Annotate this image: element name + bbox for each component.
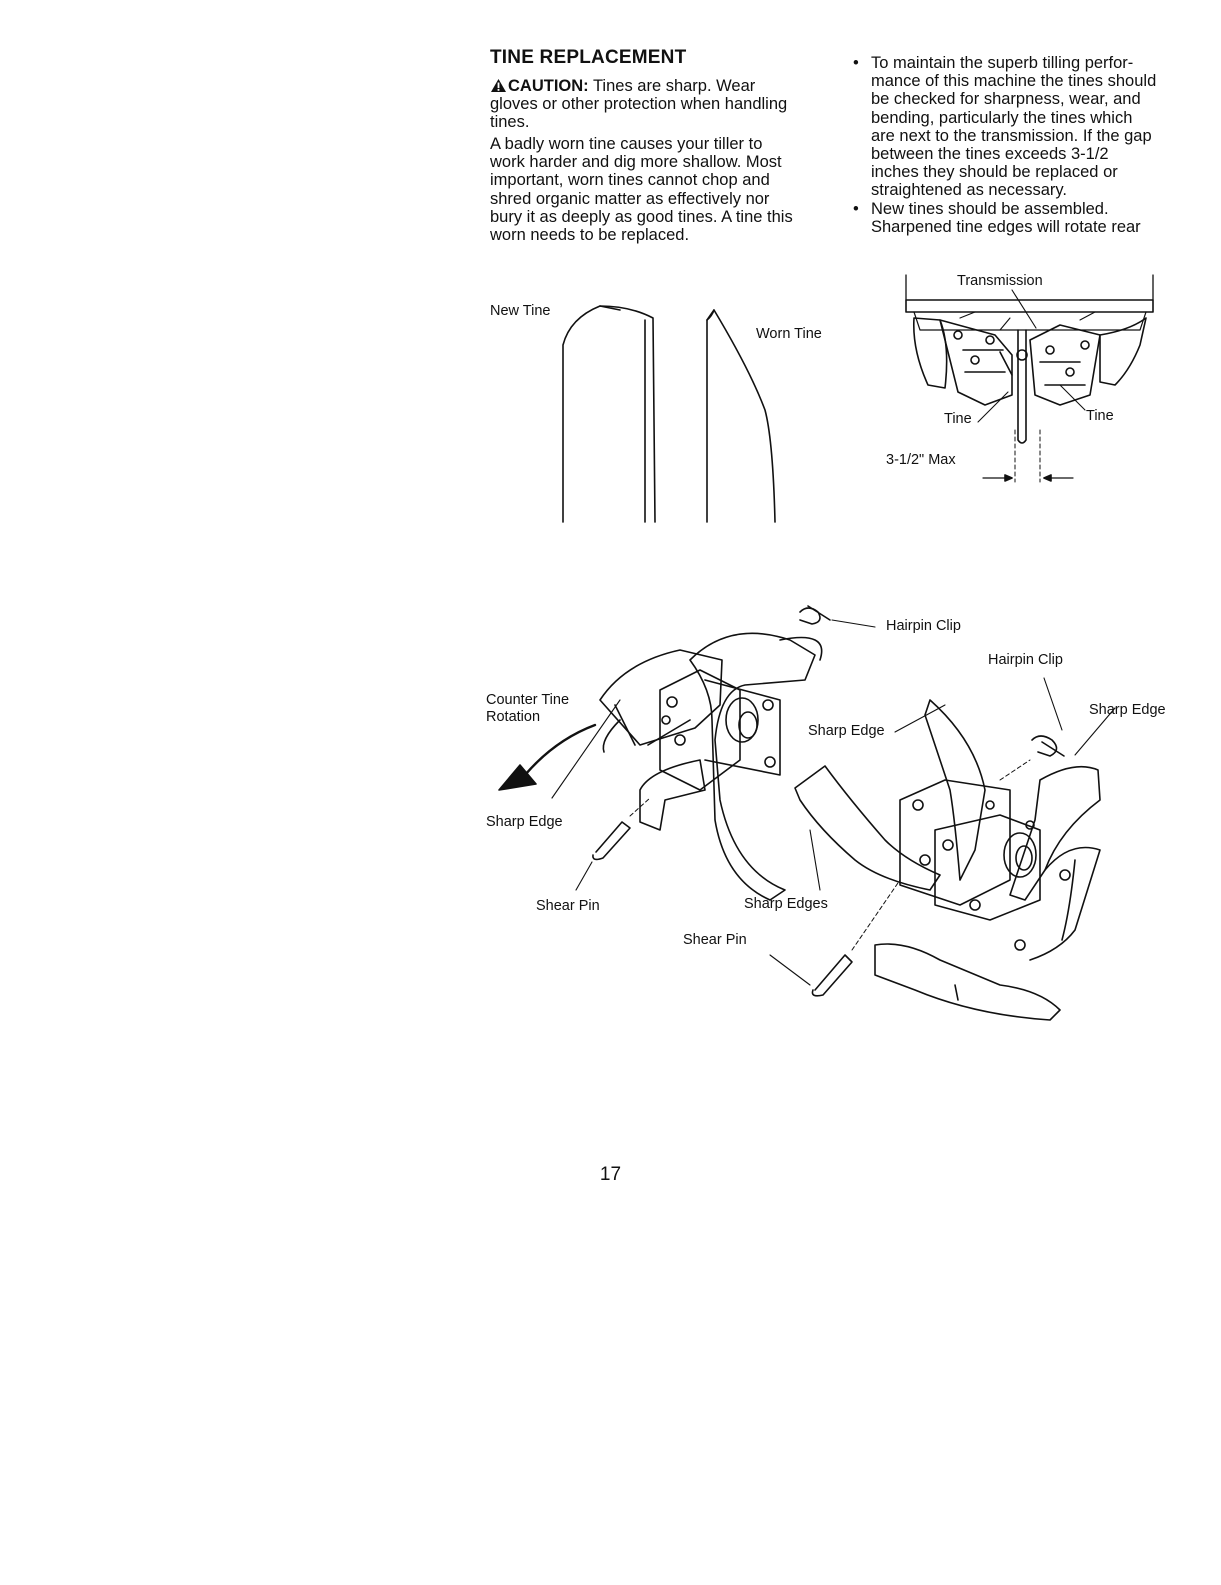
- new-tine-label: New Tine: [490, 303, 551, 319]
- shear-pin-left: [593, 822, 630, 859]
- label-line: Counter Tine: [486, 692, 570, 708]
- caution-line-2: gloves or other protection when handling: [490, 95, 788, 114]
- max-gap-label: 3-1/2" Max: [886, 452, 956, 468]
- page-number: 17: [599, 1164, 622, 1185]
- tine-gap-figure: [906, 275, 1153, 482]
- sharp-edge-label-right: Sharp Edge: [1089, 702, 1166, 718]
- bullet-dot: •: [853, 54, 859, 72]
- bullet-line: between the tines exceeds 3-1/2: [871, 145, 1109, 164]
- sharp-edge-label-middle: Sharp Edge: [808, 723, 885, 739]
- counter-tine-rotation-label: [486, 692, 569, 726]
- bullet-line: To maintain the superb tilling perfor-: [871, 54, 1134, 72]
- transmission-housing: [906, 300, 1153, 312]
- hairpin-clip-label-top: Hairpin Clip: [886, 618, 961, 634]
- paragraph-line: A badly worn tine causes your tiller to: [490, 135, 763, 153]
- sharp-edges-label: Sharp Edges: [744, 896, 828, 912]
- paragraph-line: work harder and dig more shallow. Most: [490, 153, 782, 172]
- caution-label: CAUTION:: [508, 77, 589, 95]
- worn-tine-label: Worn Tine: [756, 326, 822, 342]
- hairpin-clip-right: [1032, 736, 1064, 756]
- transmission-label: Transmission: [957, 273, 1043, 289]
- paragraph-line: bury it as deeply as good tines. A tine this: [490, 207, 793, 226]
- label-line: Rotation: [486, 709, 541, 725]
- paragraph-line: important, worn tines cannot chop and: [490, 171, 770, 190]
- paragraph-line: shred organic matter as effectively nor: [490, 189, 770, 208]
- paragraph-line: worn needs to be replaced.: [490, 226, 690, 245]
- new-tine-drawing: [563, 306, 655, 522]
- shear-pin-label-left: Shear Pin: [536, 898, 600, 914]
- caution-text: Tines are sharp. Wear: [592, 77, 756, 95]
- tine-label-right: Tine: [1086, 408, 1114, 424]
- tine-comparison-figure: [563, 306, 775, 522]
- bullet-line: Sharpened tine edges will rotate rear: [871, 217, 1141, 236]
- hairpin-clip-top: [800, 606, 830, 624]
- bullet-line: straightened as necessary.: [871, 181, 1067, 200]
- bullet-line: be checked for sharpness, wear, and: [871, 90, 1141, 109]
- tine-assembly-figure: [499, 606, 1115, 1020]
- sharp-edge-label-left: Sharp Edge: [486, 814, 563, 830]
- hairpin-clip-label-right: Hairpin Clip: [988, 652, 1063, 668]
- bullet-line: mance of this machine the tines should: [871, 72, 1157, 91]
- bullet-line: bending, particularly the tines which: [871, 108, 1133, 127]
- bullet-line: New tines should be assembled.: [871, 199, 1109, 218]
- shear-pin-middle: [812, 955, 852, 996]
- shear-pin-label-middle: Shear Pin: [683, 932, 747, 948]
- bullet-line: are next to the transmission. If the gap: [871, 126, 1152, 145]
- bullet-line: inches they should be replaced or: [871, 163, 1118, 182]
- caution-line-3: tines.: [490, 113, 530, 132]
- bullet-dot: •: [853, 199, 859, 218]
- tine-label-left: Tine: [944, 411, 972, 427]
- section-heading: TINE REPLACEMENT: [490, 47, 687, 68]
